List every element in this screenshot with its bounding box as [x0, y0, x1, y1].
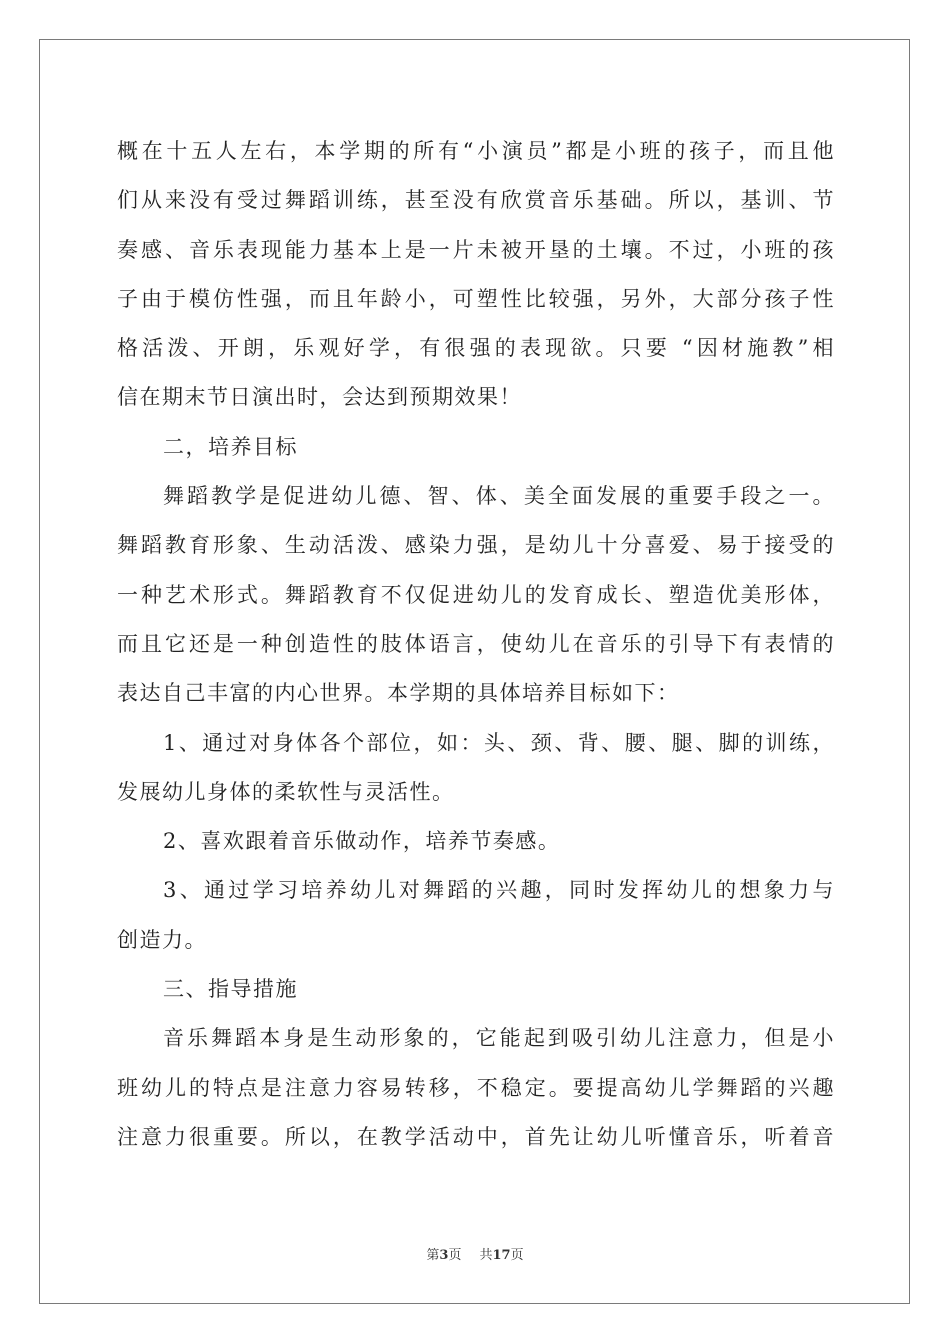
text-line: 班幼儿的特点是注意力容易转移，不稳定。要提高幼儿学舞蹈的兴趣	[117, 1075, 835, 1100]
text-line: 奏感、音乐表现能力基本上是一片未被开垦的土壤。不过，小班的孩	[117, 237, 835, 262]
text-line: 而且它还是一种创造性的肢体语言，使幼儿在音乐的引导下有表情的	[117, 631, 835, 656]
current-page-number: 3	[439, 1248, 449, 1263]
text-line: 音乐舞蹈本身是生动形象的，它能起到吸引幼儿注意力，但是小	[163, 1026, 835, 1051]
text-line: 舞蹈教学是促进幼儿德、智、体、美全面发展的重要手段之一。	[163, 484, 835, 509]
page-footer	[0, 1244, 950, 1263]
text-line: 表达自己丰富的内心世界。本学期的具体培养目标如下：	[117, 681, 680, 706]
text-line: 子由于模仿性强，而且年龄小，可塑性比较强，另外，大部分孩子性	[117, 286, 835, 311]
text-line: 格活泼、开朗，乐观好学，有很强的表现欲。只要 “因材施教”相	[117, 336, 835, 361]
section-heading-2: 二，培养目标	[163, 434, 298, 459]
page-unit: 页	[448, 1248, 462, 1263]
text-line: 一种艺术形式。舞蹈教育不仅促进幼儿的发育成长、塑造优美形体，	[117, 582, 835, 607]
section-heading-3: 三、指导措施	[163, 977, 298, 1002]
text-line: 信在期末节日演出时，会达到预期效果！	[117, 385, 522, 410]
text-line: 概在十五人左右，本学期的所有“小演员”都是小班的孩子，而且他	[117, 139, 835, 163]
list-item-1: 1、通过对身体各个部位，如：头、颈、背、腰、腿、脚的训练，	[163, 730, 835, 755]
text-line: 舞蹈教育形象、生动活泼、感染力强，是幼儿十分喜爱、易于接受的	[117, 533, 835, 558]
text-line: 创造力。	[117, 927, 207, 952]
text-line: 发展幼儿身体的柔软性与灵活性。	[117, 779, 455, 804]
document-body	[117, 127, 835, 1162]
page-prefix: 第	[426, 1248, 440, 1263]
total-prefix: 共	[479, 1248, 493, 1263]
total-page-count: 17	[492, 1248, 511, 1263]
list-item-3: 3、通过学习培养幼儿对舞蹈的兴趣，同时发挥幼儿的想象力与	[163, 878, 835, 903]
total-unit: 页	[510, 1248, 524, 1263]
text-line: 注意力很重要。所以，在教学活动中，首先让幼儿听懂音乐，听着音	[117, 1124, 835, 1149]
list-item-2: 2、喜欢跟着音乐做动作，培养节奏感。	[163, 829, 561, 854]
text-line: 们从来没有受过舞蹈训练，甚至没有欣赏音乐基础。所以，基训、节	[117, 188, 835, 213]
